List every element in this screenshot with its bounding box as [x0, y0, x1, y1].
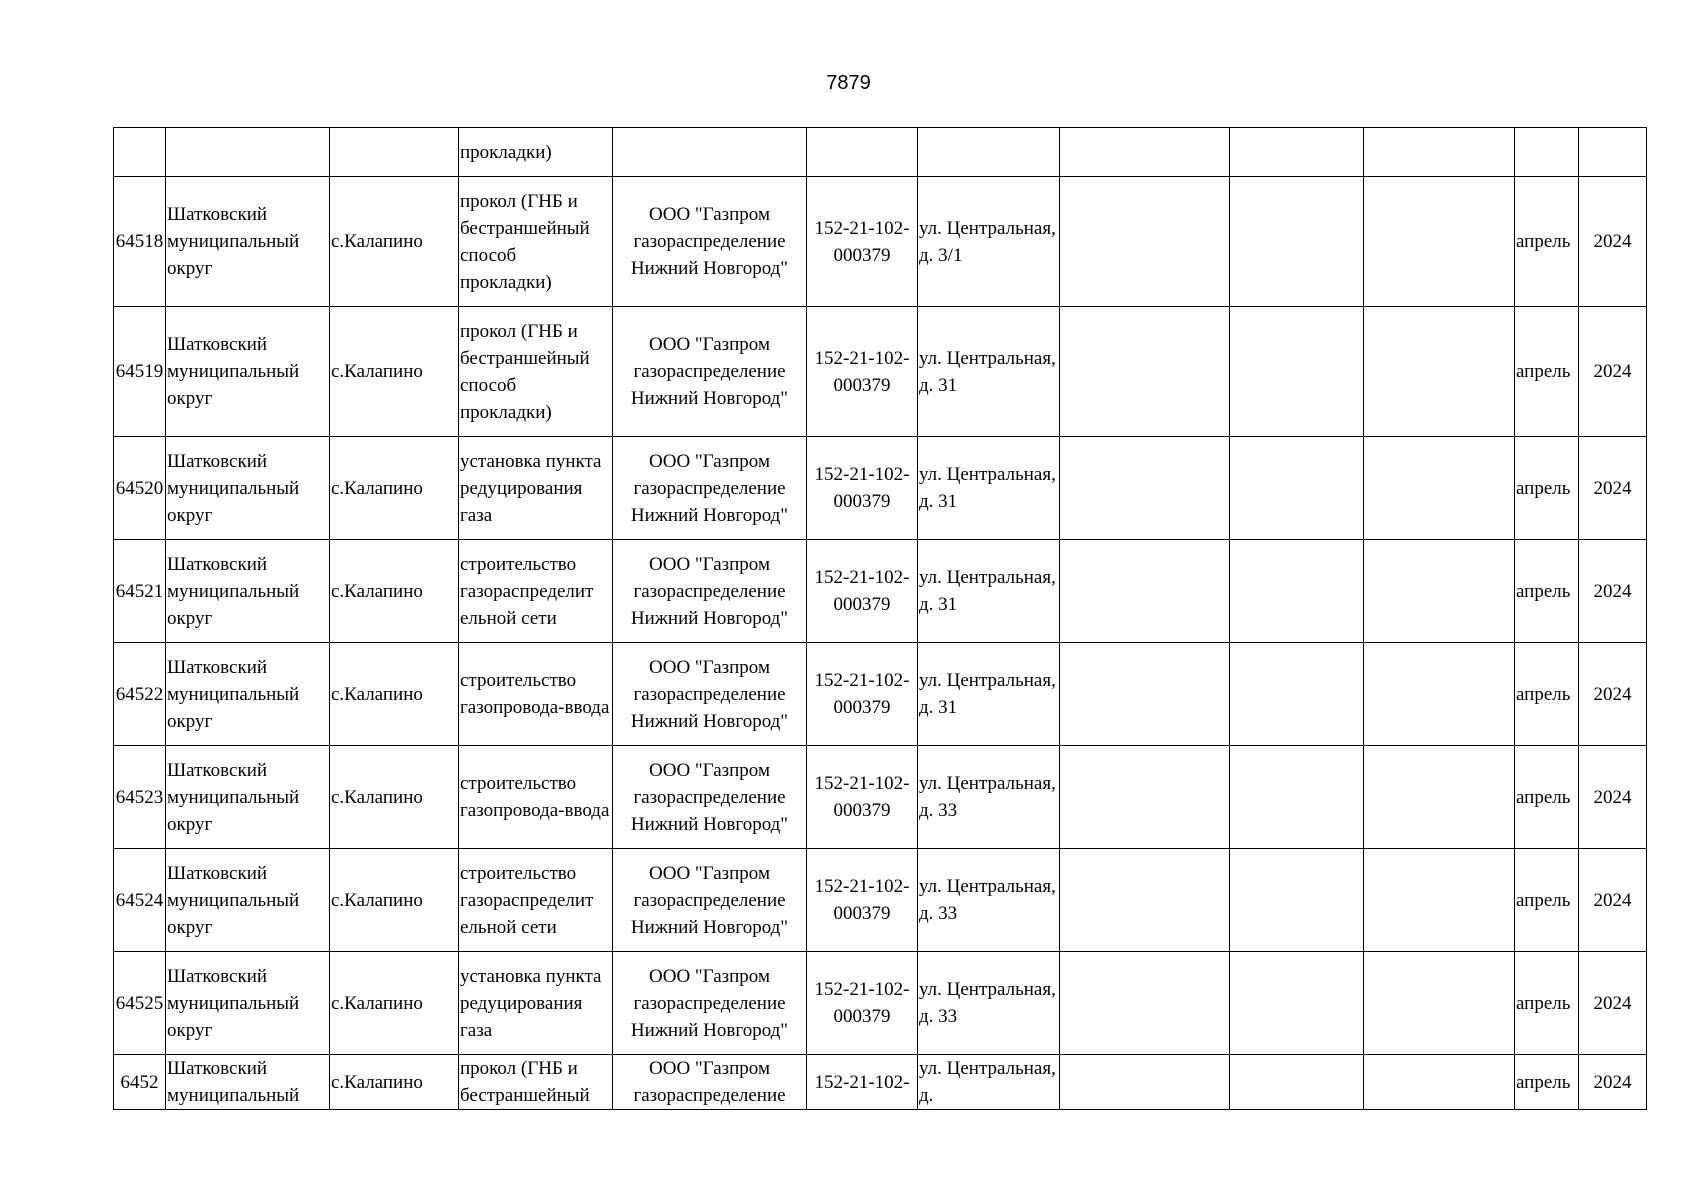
row-number: 64522: [114, 643, 166, 746]
row-number: 6452: [114, 1055, 166, 1110]
district-cell: Шатковский муниципальный: [166, 1055, 330, 1110]
work-type-cell: строительство газораспределит ельной сети: [459, 540, 613, 643]
address-cell: ул. Центральная, д. 31: [918, 307, 1060, 437]
district-cell: [166, 128, 330, 177]
empty-cell: [1060, 849, 1230, 952]
row-number: [114, 128, 166, 177]
table-row: [114, 128, 1647, 177]
registration-number-cell: 152-21-102-000379: [807, 307, 918, 437]
registration-number-cell: [807, 128, 918, 177]
organization-cell: ООО "Газпром газораспределение: [613, 1055, 807, 1110]
table-row: [114, 952, 1647, 1055]
address-cell: ул. Центральная, д.: [918, 1055, 1060, 1110]
month-cell: апрель: [1515, 540, 1579, 643]
district-cell: Шатковский муниципальный округ: [166, 849, 330, 952]
registration-number-cell: 152-21-102-000379: [807, 540, 918, 643]
row-number: 64523: [114, 746, 166, 849]
work-type-cell: прокол (ГНБ и бестраншейный способ прокладки): [459, 177, 613, 307]
row-number: 64520: [114, 437, 166, 540]
organization-cell: ООО "Газпром газораспределение Нижний Новгород": [613, 643, 807, 746]
registry-table: [113, 127, 1647, 1110]
year-cell: 2024: [1579, 952, 1647, 1055]
empty-cell: [1060, 307, 1230, 437]
table-row: [114, 746, 1647, 849]
district-cell: Шатковский муниципальный округ: [166, 177, 330, 307]
empty-cell: [1230, 128, 1364, 177]
address-cell: ул. Центральная, д. 33: [918, 849, 1060, 952]
district-cell: Шатковский муниципальный округ: [166, 437, 330, 540]
work-type-cell: строительство газопровода-ввода: [459, 746, 613, 849]
empty-cell: [1364, 1055, 1515, 1110]
empty-cell: [1364, 437, 1515, 540]
settlement-cell: с.Калапино: [330, 307, 459, 437]
year-cell: 2024: [1579, 643, 1647, 746]
registration-number-cell: 152-21-102-: [807, 1055, 918, 1110]
year-cell: [1579, 128, 1647, 177]
address-cell: ул. Центральная, д. 33: [918, 952, 1060, 1055]
year-cell: 2024: [1579, 177, 1647, 307]
organization-cell: ООО "Газпром газораспределение Нижний Новгород": [613, 746, 807, 849]
year-cell: 2024: [1579, 1055, 1647, 1110]
empty-cell: [1364, 540, 1515, 643]
year-cell: 2024: [1579, 849, 1647, 952]
address-cell: ул. Центральная, д. 33: [918, 746, 1060, 849]
work-type-cell: строительство газопровода-ввода: [459, 643, 613, 746]
empty-cell: [1230, 746, 1364, 849]
empty-cell: [1364, 952, 1515, 1055]
empty-cell: [1230, 540, 1364, 643]
district-cell: Шатковский муниципальный округ: [166, 746, 330, 849]
month-cell: апрель: [1515, 177, 1579, 307]
month-cell: апрель: [1515, 746, 1579, 849]
registration-number-cell: 152-21-102-000379: [807, 437, 918, 540]
settlement-cell: с.Калапино: [330, 849, 459, 952]
row-number: 64519: [114, 307, 166, 437]
address-cell: ул. Центральная, д. 3/1: [918, 177, 1060, 307]
empty-cell: [1364, 307, 1515, 437]
empty-cell: [1060, 177, 1230, 307]
empty-cell: [1060, 1055, 1230, 1110]
month-cell: апрель: [1515, 437, 1579, 540]
settlement-cell: [330, 128, 459, 177]
settlement-cell: с.Калапино: [330, 177, 459, 307]
table-row: [114, 643, 1647, 746]
empty-cell: [1060, 540, 1230, 643]
table-row: [114, 437, 1647, 540]
address-cell: ул. Центральная, д. 31: [918, 540, 1060, 643]
empty-cell: [1230, 849, 1364, 952]
table-row: [114, 540, 1647, 643]
work-type-cell: установка пункта редуцирования газа: [459, 952, 613, 1055]
empty-cell: [1364, 643, 1515, 746]
month-cell: апрель: [1515, 1055, 1579, 1110]
month-cell: апрель: [1515, 643, 1579, 746]
year-cell: 2024: [1579, 437, 1647, 540]
empty-cell: [1364, 128, 1515, 177]
year-cell: 2024: [1579, 307, 1647, 437]
district-cell: Шатковский муниципальный округ: [166, 643, 330, 746]
year-cell: 2024: [1579, 540, 1647, 643]
month-cell: [1515, 128, 1579, 177]
settlement-cell: с.Калапино: [330, 1055, 459, 1110]
empty-cell: [1060, 952, 1230, 1055]
district-cell: Шатковский муниципальный округ: [166, 540, 330, 643]
organization-cell: ООО "Газпром газораспределение Нижний Новгород": [613, 437, 807, 540]
registration-number-cell: 152-21-102-000379: [807, 643, 918, 746]
address-cell: ул. Центральная, д. 31: [918, 643, 1060, 746]
registration-number-cell: 152-21-102-000379: [807, 849, 918, 952]
address-cell: ул. Центральная, д. 31: [918, 437, 1060, 540]
empty-cell: [1060, 437, 1230, 540]
registration-number-cell: 152-21-102-000379: [807, 952, 918, 1055]
registration-number-cell: 152-21-102-000379: [807, 177, 918, 307]
table-row: [114, 1055, 1647, 1110]
table-row: [114, 307, 1647, 437]
row-number: 64524: [114, 849, 166, 952]
row-number: 64521: [114, 540, 166, 643]
empty-cell: [1060, 643, 1230, 746]
work-type-cell: установка пункта редуцирования газа: [459, 437, 613, 540]
row-number: 64525: [114, 952, 166, 1055]
district-cell: Шатковский муниципальный округ: [166, 952, 330, 1055]
table-row: [114, 177, 1647, 307]
organization-cell: ООО "Газпром газораспределение Нижний Новгород": [613, 540, 807, 643]
empty-cell: [1230, 307, 1364, 437]
year-cell: 2024: [1579, 746, 1647, 849]
work-type-cell: прокол (ГНБ и бестраншейный: [459, 1055, 613, 1110]
address-cell: [918, 128, 1060, 177]
settlement-cell: с.Калапино: [330, 643, 459, 746]
empty-cell: [1060, 128, 1230, 177]
organization-cell: ООО "Газпром газораспределение Нижний Новгород": [613, 849, 807, 952]
month-cell: апрель: [1515, 307, 1579, 437]
work-type-cell: строительство газораспределит ельной сети: [459, 849, 613, 952]
settlement-cell: с.Калапино: [330, 746, 459, 849]
district-cell: Шатковский муниципальный округ: [166, 307, 330, 437]
empty-cell: [1364, 849, 1515, 952]
organization-cell: ООО "Газпром газораспределение Нижний Новгород": [613, 177, 807, 307]
settlement-cell: с.Калапино: [330, 952, 459, 1055]
empty-cell: [1364, 177, 1515, 307]
month-cell: апрель: [1515, 952, 1579, 1055]
row-number: 64518: [114, 177, 166, 307]
month-cell: апрель: [1515, 849, 1579, 952]
table-row: [114, 849, 1647, 952]
empty-cell: [1060, 746, 1230, 849]
organization-cell: ООО "Газпром газораспределение Нижний Новгород": [613, 307, 807, 437]
empty-cell: [1230, 437, 1364, 540]
empty-cell: [1230, 952, 1364, 1055]
page-number: 7879: [826, 72, 871, 94]
empty-cell: [1230, 177, 1364, 307]
settlement-cell: с.Калапино: [330, 540, 459, 643]
settlement-cell: с.Калапино: [330, 437, 459, 540]
work-type-cell: прокладки): [459, 128, 613, 177]
empty-cell: [1230, 1055, 1364, 1110]
empty-cell: [1364, 746, 1515, 849]
registration-number-cell: 152-21-102-000379: [807, 746, 918, 849]
organization-cell: [613, 128, 807, 177]
empty-cell: [1230, 643, 1364, 746]
organization-cell: ООО "Газпром газораспределение Нижний Новгород": [613, 952, 807, 1055]
work-type-cell: прокол (ГНБ и бестраншейный способ прокладки): [459, 307, 613, 437]
